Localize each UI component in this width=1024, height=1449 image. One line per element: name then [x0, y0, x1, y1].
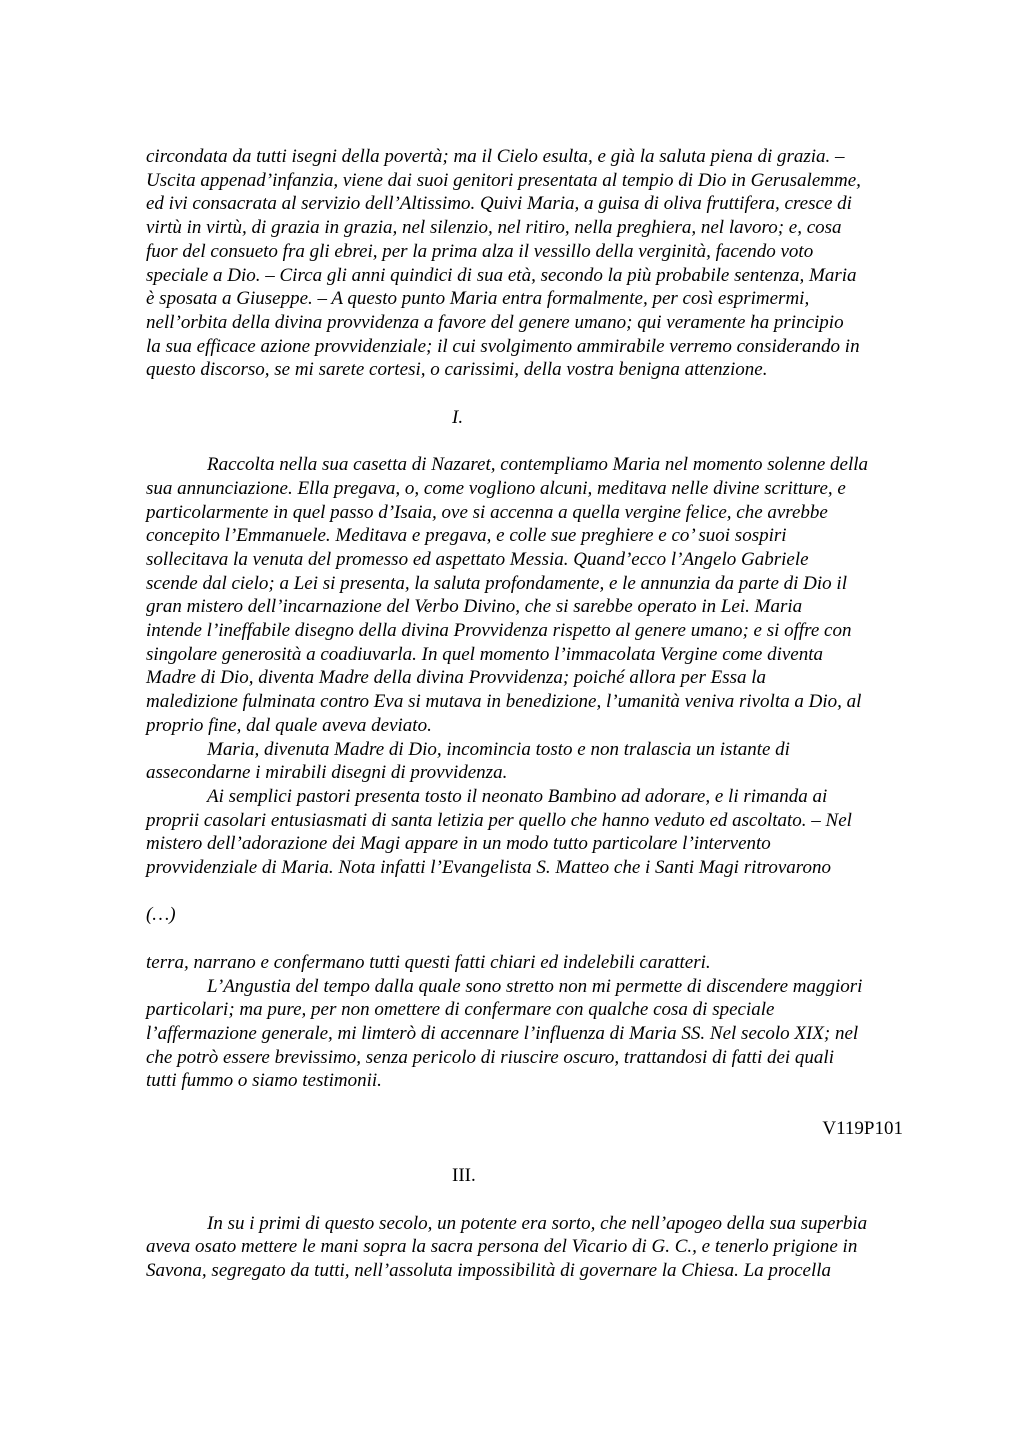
text-line: proprii casolari entusiasmati di santa letizia per quello che hanno veduto ed ascoltato. – Nel	[146, 809, 852, 831]
text-line: L’Angustia del tempo dalla quale sono stretto non mi permette di discendere maggiori	[207, 975, 863, 997]
text-line: intende l’ineffabile disegno della divina Provvidenza rispetto al genere umano; e si offre con	[146, 620, 852, 642]
section-one-paragraph-3	[146, 785, 930, 880]
text-line: Ai semplici pastori presenta tosto il neonato Bambino ad adorare, e li rimanda ai	[207, 785, 828, 807]
continuation-paragraph-1	[146, 951, 930, 975]
text-line: speciale a Dio. – Circa gli anni quindici di sua età, secondo la più probabile sentenza, Maria	[146, 264, 857, 286]
text-line: concepito l’Emmanuele. Meditava e pregava, e colle sue preghiere e co’ suoi sospiri	[146, 525, 787, 547]
page-code: V119P101	[822, 1117, 903, 1139]
text-line: circondata da tutti isegni della povertà; ma il Cielo esulta, e già la saluta piena di grazia. –	[146, 146, 845, 167]
section-heading-one: I.	[452, 406, 464, 428]
text-line: mistero dell’adorazione dei Magi appare in un modo tutto particolare l’intervento	[146, 833, 771, 855]
text-line: In su i primi di questo secolo, un potente era sorto, che nell’apogeo della sua superbia	[207, 1212, 868, 1234]
text-line: singolare generosità a coadiuvarla. In quel momento l’immacolata Vergine come diventa	[146, 643, 824, 665]
text-line: provvidenziale di Maria. Nota infatti l’Evangelista S. Matteo che i Santi Magi ritrovarono	[146, 857, 831, 879]
text-line: gran mistero dell’incarnazione del Verbo Divino, che si sarebbe operato in Lei. Maria	[146, 596, 803, 618]
text-line: la sua efficace azione provvidenziale; il cui svolgimento ammirabile verremo considerando in	[146, 335, 860, 357]
text-line: che potrò essere brevissimo, senza pericolo di riuscire oscuro, trattandosi di fatti dei quali	[146, 1046, 834, 1068]
text-line: Uscita appenad’infanzia, viene dai suoi genitori presentata al tempio di Dio in Gerusalemme,	[146, 169, 861, 191]
text-line: Savona, segregato da tutti, nell’assoluta impossibilità di governare la Chiesa. La procella	[146, 1259, 832, 1281]
text-line: terra, narrano e confermano tutti questi fatti chiari ed indelebili caratteri.	[146, 951, 711, 973]
section-heading-three: III.	[452, 1165, 476, 1187]
text-line: Raccolta nella sua casetta di Nazaret, contempliamo Maria nel momento solenne della	[207, 454, 869, 476]
text-line: Madre di Dio, diventa Madre della divina Provvidenza; poiché allora per Essa la	[146, 667, 767, 689]
text-line: proprio fine, dal quale aveva deviato.	[146, 714, 432, 736]
omission-marker: (…)	[146, 904, 176, 926]
document-page	[146, 145, 930, 1283]
text-line: scende dal cielo; a Lei si presenta, la saluta profondamente, e le annunzia da parte di Dio il	[146, 572, 847, 594]
text-line: virtù in virtù, di grazia in grazia, nel silenzio, nel ritiro, nella preghiera, nel lavoro; e, cosa	[146, 217, 842, 239]
text-line: Maria, divenuta Madre di Dio, incomincia tosto e non tralascia un istante di	[207, 738, 790, 760]
text-line: assecondarne i mirabili disegni di provvidenza.	[146, 762, 508, 784]
section-one-paragraph-2	[146, 738, 930, 785]
paragraph-intro	[146, 145, 930, 382]
text-line: sollecitava la venuta del promesso ed aspettato Messia. Quand’ecco l’Angelo Gabriele	[146, 548, 809, 570]
continuation-paragraph-2	[146, 975, 930, 1094]
text-line: questo discorso, se mi sarete cortesi, o carissimi, della vostra benigna attenzione.	[146, 359, 768, 381]
text-line: è sposata a Giuseppe. – A questo punto Maria entra formalmente, per così esprimermi,	[146, 288, 810, 310]
text-line: particolarmente in quel passo d’Isaia, ove si accenna a quella vergine felice, che avrebbe	[146, 501, 828, 523]
text-line: l’affermazione generale, mi limterò di accennare l’influenza di Maria SS. Nel secolo XIX; nel	[146, 1022, 859, 1044]
text-line: particolari; ma pure, per non omettere di confermare con qualche cosa di speciale	[146, 999, 775, 1021]
text-line: fuor del consueto fra gli ebrei, per la prima alza il vessillo della verginità, facendo voto	[146, 240, 814, 262]
text-line: sua annunciazione. Ella pregava, o, come vogliono alcuni, meditava nelle divine scritture, e	[146, 477, 846, 499]
text-line: aveva osato mettere le mani sopra la sacra persona del Vicario di G. C., e tenerlo prigione in	[146, 1236, 858, 1258]
text-line: ed ivi consacrata al servizio dell’Altissimo. Quivi Maria, a guisa di oliva fruttifera, cresce di	[146, 193, 852, 215]
section-one-paragraph-1	[146, 453, 930, 737]
text-line: tutti fummo o siamo testimonii.	[146, 1070, 382, 1092]
text-line: nell’orbita della divina provvidenza a favore del genere umano; qui veramente ha principio	[146, 311, 844, 333]
section-three-paragraph-1	[146, 1212, 930, 1283]
text-line: maledizione fulminata contro Eva si mutava in benedizione, l’umanità veniva rivolta a Dio, al	[146, 691, 862, 713]
